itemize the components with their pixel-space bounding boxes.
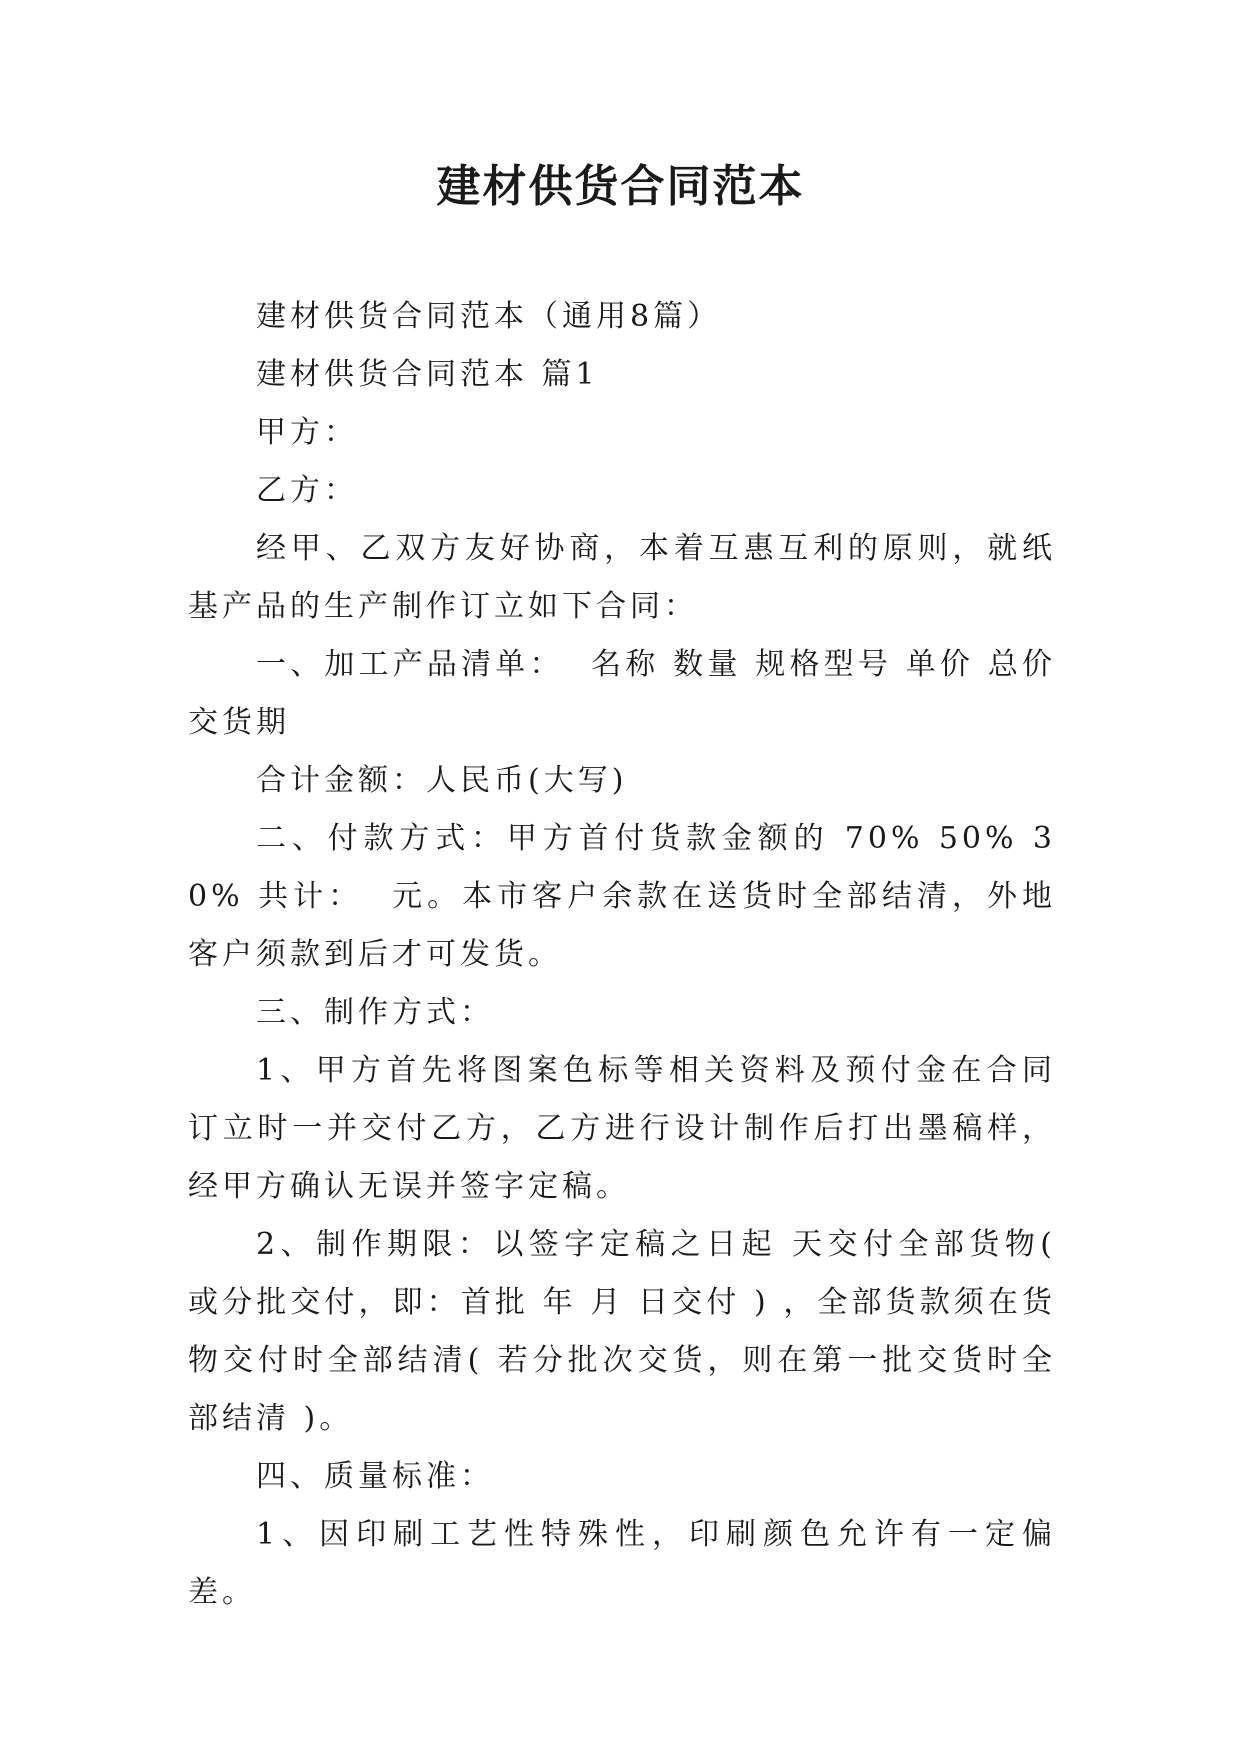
paragraph-party-b: 乙方： [256,473,358,508]
document-title: 建材供货合同范本 [436,161,805,212]
paragraph-quality-standard: 四、质量标准： [256,1459,494,1494]
paragraph-preamble: 经甲、乙双方友好协商，本着互惠互利的原则，就纸基产品的生产制作订立如下合同： [188,531,1056,624]
paragraph-party-a: 甲方： [256,415,358,450]
paragraph-payment: 二、付款方式：甲方首付货款金额的 70% 50% 30% 共计： 元。本市客户余款在送货时全部结清，外地客户须款到后才可发货。 [188,821,1056,972]
paragraph-heading: 建材供货合同范本（通用8篇） [256,299,722,334]
paragraph-quality-item-1: 1、因印刷工艺性特殊性，印刷颜色允许有一定偏差。 [188,1517,1056,1610]
paragraph-production-item-1: 1、甲方首先将图案色标等相关资料及预付金在合同订立时一并交付乙方，乙方进行设计制作后打出墨稿样，经甲方确认无误并签字定稿。 [188,1053,1056,1204]
paragraph-production-item-2: 2、制作期限：以签字定稿之日起 天交付全部货物( 或分批交付，即：首批 年 月 日交付 ) ，全部货款须在货物交付时全部结清( 若分批次交货，则在第一批交货时全部结清 )。 [188,1227,1070,1436]
paragraph-production-method: 三、制作方式： [256,995,494,1030]
document-body [188,288,1070,1622]
paragraph-total-amount: 合计金额：人民币(大写) [256,763,628,798]
paragraph-section-title: 建材供货合同范本 篇1 [256,357,599,392]
paragraph-product-list: 一、加工产品清单： 名称 数量 规格型号 单价 总价 交货期 [188,647,1070,740]
